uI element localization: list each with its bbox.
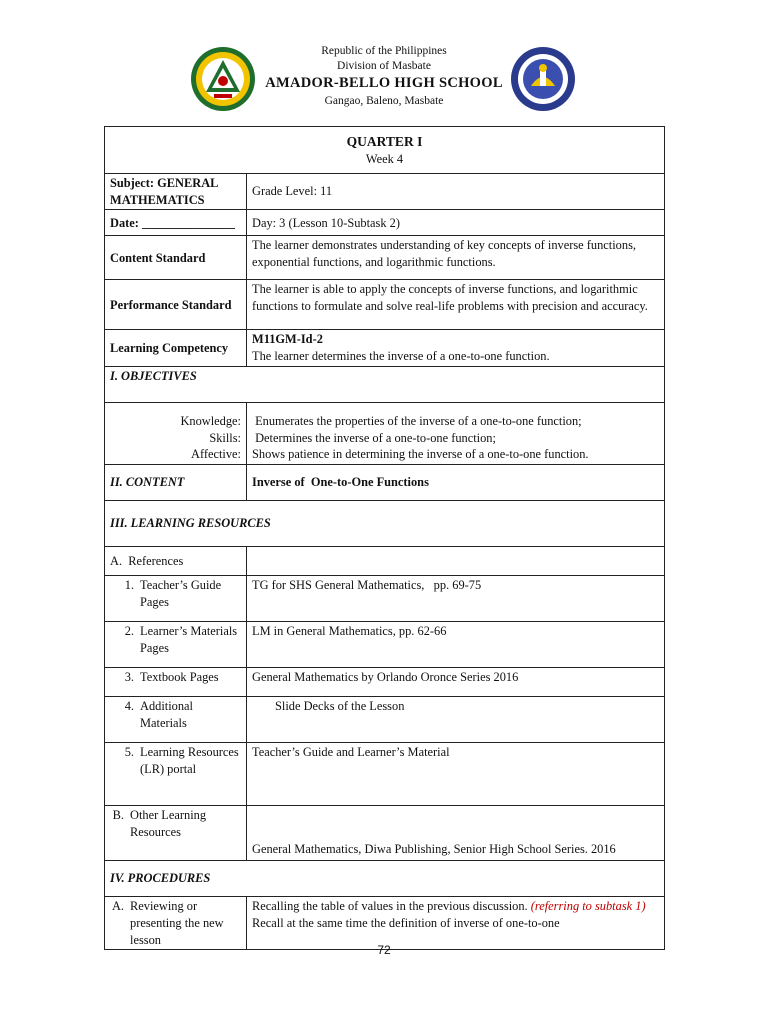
- subject-cell: Subject: GENERAL MATHEMATICS: [105, 174, 247, 210]
- procedure-a-row: [105, 897, 665, 950]
- resource-row: [105, 743, 665, 806]
- school-seal-logo: [190, 46, 256, 112]
- knowledge-label: Knowledge:: [180, 413, 241, 428]
- resource-value: TG for SHS General Mathematics, pp. 69-75: [247, 576, 665, 622]
- resources-heading-row: [105, 501, 665, 547]
- resource-value: Slide Decks of the Lesson: [247, 697, 665, 743]
- document-header: [0, 0, 768, 120]
- resource-value: Teacher’s Guide and Learner’s Material: [247, 743, 665, 806]
- division-line: Division of Masbate: [337, 60, 431, 72]
- content-heading: II. CONTENT: [105, 465, 247, 501]
- resource-label: Teacher’s Guide Pages: [140, 578, 222, 609]
- resource-value: General Mathematics by Orlando Oronce Series 2016: [247, 668, 665, 697]
- resource-row: [105, 622, 665, 668]
- performance-standard-text: The learner is able to apply the concepts of inverse functions, and logarithmic functions to formulate and solve real-life problems with precision and accuracy.: [247, 280, 665, 330]
- procedure-a-text-2: Recall at the same time the definition of inverse of one-to-one: [252, 915, 560, 930]
- learning-competency-label: Learning Competency: [105, 330, 247, 366]
- date-cell: Date: _______________: [105, 210, 247, 236]
- objectives-heading-row: [105, 366, 665, 402]
- skills-label: Skills:: [209, 430, 241, 445]
- objectives-row: [105, 402, 665, 464]
- quarter-row: [105, 127, 665, 174]
- skills-text: Determines the inverse of a one-to-one function;: [252, 430, 496, 445]
- resource-num: 2.: [124, 624, 134, 639]
- content-row: [105, 465, 665, 501]
- knowledge-text: Enumerates the properties of the inverse of a one-to-one function;: [252, 413, 582, 428]
- lesson-plan-table: [104, 126, 665, 950]
- school-address: Gangao, Baleno, Masbate: [324, 95, 444, 107]
- grade-level-cell: Grade Level: 11: [247, 174, 665, 210]
- procedure-a-note: (referring to subtask 1): [530, 899, 646, 914]
- references-row: [105, 547, 665, 576]
- content-standard-text: The learner demonstrates understanding of key concepts of inverse functions, exponential functions, and logarithmic functions.: [247, 236, 665, 280]
- resource-row: [105, 668, 665, 697]
- references-label: A. References: [105, 547, 247, 576]
- content-standard-row: [105, 236, 665, 280]
- performance-standard-row: [105, 280, 665, 330]
- procedures-heading: IV. PROCEDURES: [105, 861, 665, 897]
- week-label: Week 4: [365, 151, 404, 166]
- resource-num: 5.: [124, 745, 134, 760]
- resource-num: 4.: [124, 699, 134, 714]
- affective-text: Shows patience in determining the inverse of a one-to-one function.: [252, 447, 589, 462]
- date-row: [105, 210, 665, 236]
- procedure-a-label: Reviewing or presenting the new lesson: [130, 899, 224, 947]
- other-resources-num: B.: [112, 808, 124, 823]
- resource-label: Additional Materials: [140, 699, 193, 730]
- resource-label: Textbook Pages: [140, 670, 219, 685]
- learning-competency-row: [105, 330, 665, 366]
- other-resources-value: General Mathematics, Diwa Publishing, Senior High School Series. 2016: [247, 806, 665, 861]
- subject-row: [105, 174, 665, 210]
- objectives-heading: I. OBJECTIVES: [105, 366, 665, 402]
- republic-line: Republic of the Philippines: [321, 45, 447, 57]
- other-resources-label: Other Learning Resources: [130, 808, 207, 839]
- competency-code: M11GM-Id-2: [252, 332, 323, 347]
- day-cell: Day: 3 (Lesson 10-Subtask 2): [247, 210, 665, 236]
- resource-num: 1.: [124, 578, 134, 593]
- deped-seal-logo: [510, 46, 576, 112]
- resources-heading: III. LEARNING RESOURCES: [105, 501, 665, 547]
- resource-value: LM in General Mathematics, pp. 62-66: [247, 622, 665, 668]
- performance-standard-label: Performance Standard: [105, 280, 247, 330]
- content-value: Inverse of One-to-One Functions: [247, 465, 665, 501]
- competency-text: The learner determines the inverse of a one-to-one function.: [252, 349, 550, 364]
- procedure-a-text: Recalling the table of values in the previous discussion.: [252, 899, 531, 914]
- school-name: AMADOR-BELLO HIGH SCHOOL: [265, 75, 503, 91]
- page-number: 72: [377, 943, 391, 957]
- affective-label: Affective:: [191, 447, 241, 462]
- resource-label: Learning Resources (LR) portal: [140, 745, 239, 776]
- content-standard-label: Content Standard: [105, 236, 247, 280]
- procedures-heading-row: [105, 861, 665, 897]
- resource-num: 3.: [124, 670, 134, 685]
- resource-row: [105, 697, 665, 743]
- resource-row: [105, 576, 665, 622]
- quarter-title: QUARTER I: [346, 133, 423, 149]
- resource-label: Learner’s Materials Pages: [140, 624, 238, 655]
- other-resources-row: [105, 806, 665, 861]
- procedure-a-num: A.: [111, 899, 124, 914]
